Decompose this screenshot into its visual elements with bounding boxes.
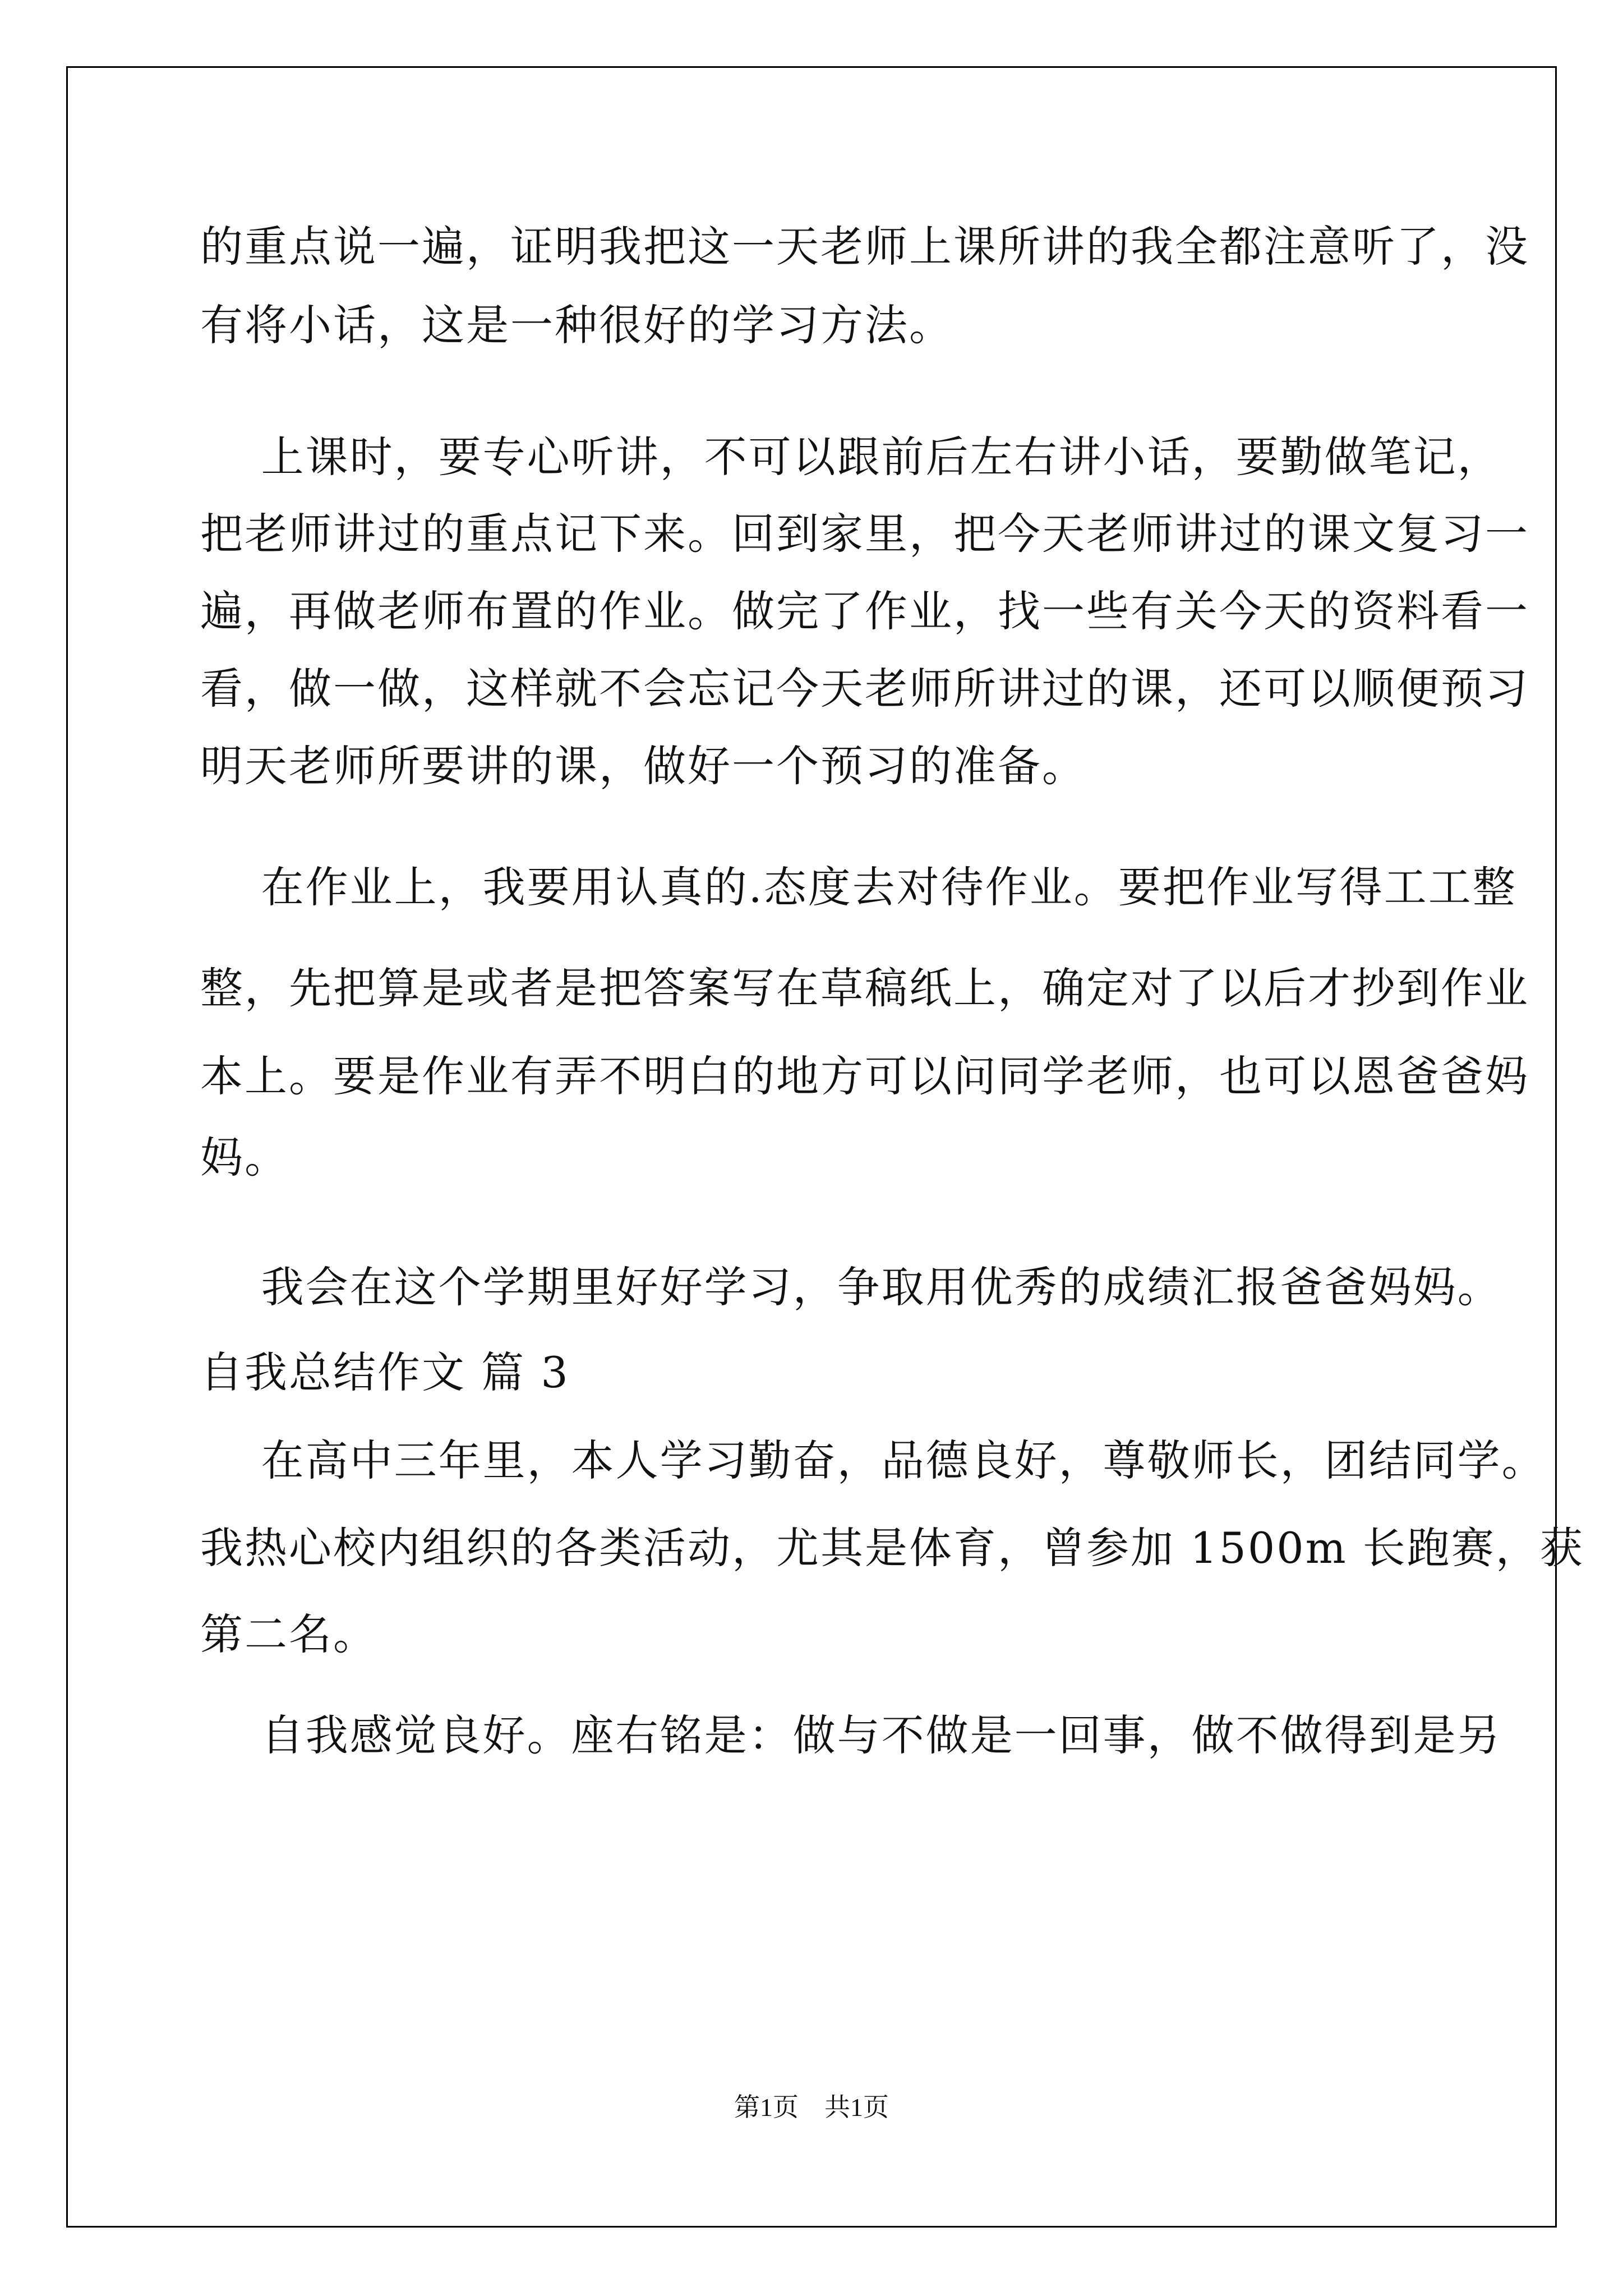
text-line: 把老师讲过的重点记下来。回到家里，把今天老师讲过的课文复习一 bbox=[200, 509, 1529, 559]
text-line: 妈。 bbox=[200, 1133, 289, 1182]
text-line: 本上。要是作业有弄不明白的地方可以问同学老师，也可以恩爸爸妈 bbox=[200, 1051, 1529, 1101]
text-line: 明天老师所要讲的课，做好一个预习的准备。 bbox=[200, 741, 1086, 791]
page-border bbox=[66, 66, 1557, 2228]
text-line: 在作业上，我要用认真的.态度去对待作业。要把作业写得工工整 bbox=[200, 862, 1517, 912]
text-line: 遍，再做老师布置的作业。做完了作业，找一些有关今天的资料看一 bbox=[200, 586, 1529, 636]
text-line: 在高中三年里，本人学习勤奋，品德良好，尊敬师长，团结同学。 bbox=[200, 1435, 1546, 1485]
text-line: 的重点说一遍，证明我把这一天老师上课所讲的我全都注意听了，没 bbox=[200, 222, 1529, 272]
text-line: 自我感觉良好。座右铭是：做与不做是一回事，做不做得到是另 bbox=[200, 1710, 1502, 1760]
text-line: 第二名。 bbox=[200, 1609, 377, 1659]
text-line: 上课时，要专心听讲，不可以跟前后左右讲小话，要勤做笔记， bbox=[200, 432, 1502, 482]
section-heading: 自我总结作文 篇 3 bbox=[200, 1347, 570, 1397]
text-line: 整，先把算是或者是把答案写在草稿纸上，确定对了以后才抄到作业 bbox=[200, 963, 1529, 1013]
text-line: 看，做一做，这样就不会忘记今天老师所讲过的课，还可以顺便预习 bbox=[200, 664, 1529, 714]
page-footer: 第1页 共1页 bbox=[734, 2093, 889, 2122]
text-line: 有将小话，这是一种很好的学习方法。 bbox=[200, 300, 953, 350]
text-line: 我热心校内组织的各类活动，尤其是体育，曾参加 1500m 长跑赛，获 bbox=[200, 1523, 1584, 1573]
text-line: 我会在这个学期里好好学习，争取用优秀的成绩汇报爸爸妈妈。 bbox=[200, 1262, 1502, 1312]
